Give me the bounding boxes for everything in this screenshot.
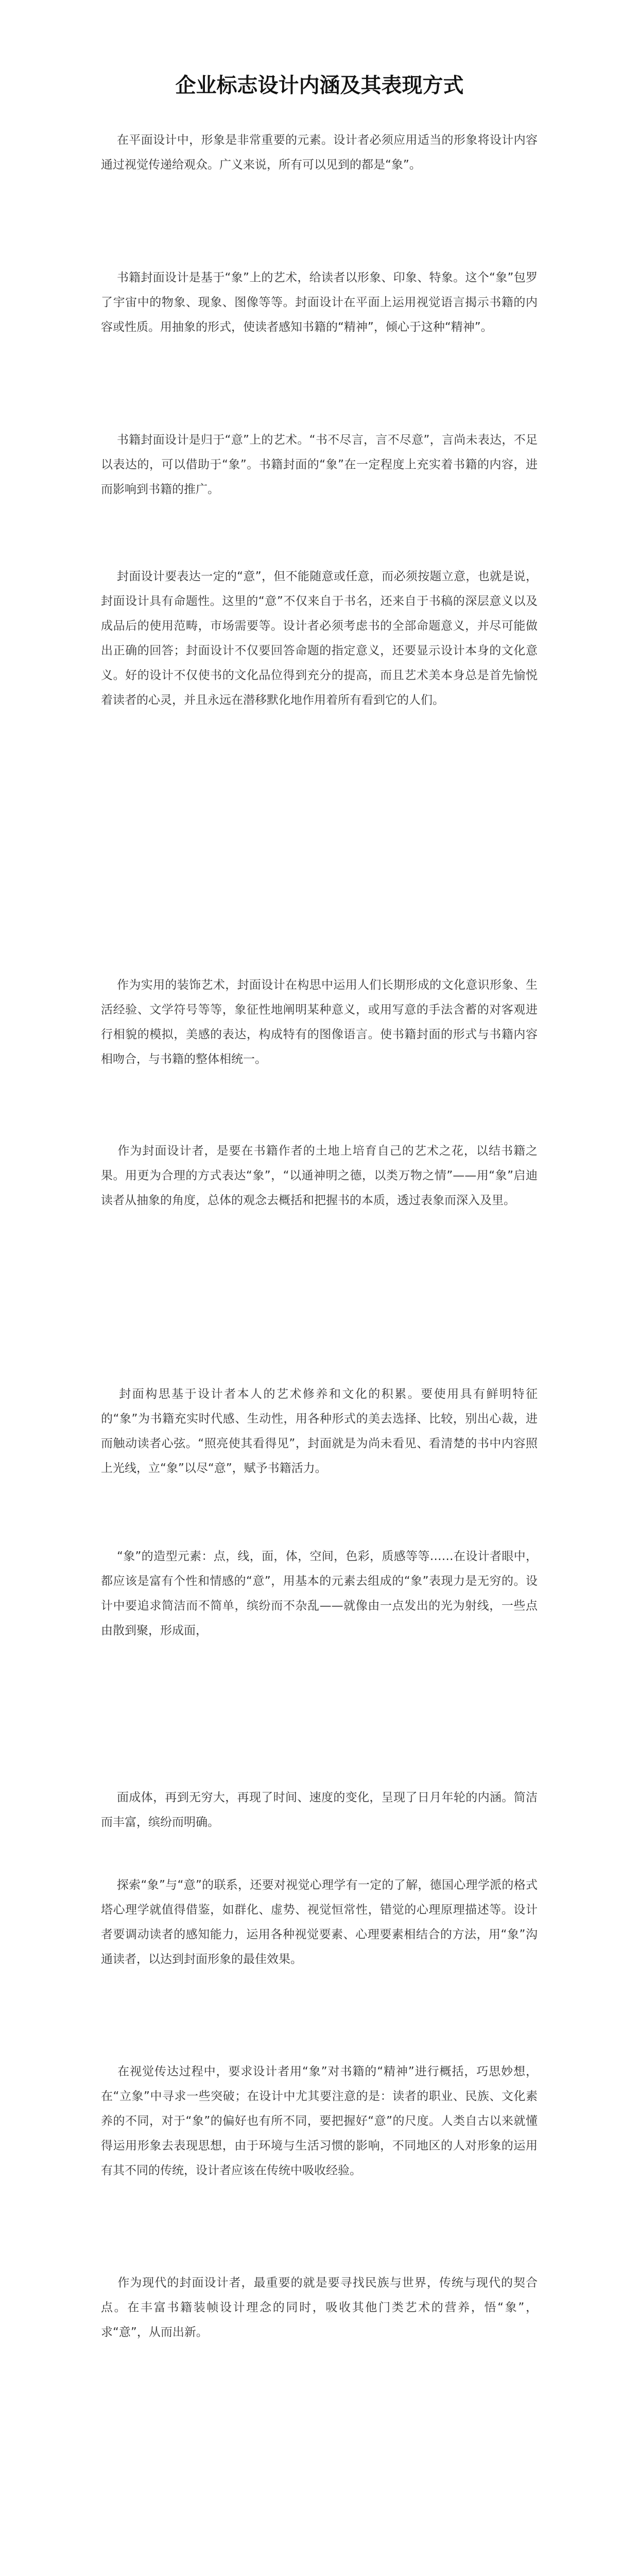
paragraph-cover-concept: 封面构思基于设计者本人的艺术修养和文化的积累。要使用具有鲜明特征的“象”为书籍充实时代感、生动性，用各种形式的美去选择、比较，别出心裁，进而触动读者心弦。“照亮使其看得见”，封面就是为尚未看见、看清楚的书中内容照上光线，立“象”以尽“意”，赋予书籍活力。 xyxy=(101,1387,538,1475)
paragraph-intro: 在平面设计中，形象是非常重要的元素。设计者必须应用适当的形象将设计内容通过视觉传递给观众。广义来说，所有可以见到的都是“象”。 xyxy=(101,133,538,172)
paragraph-cover-designer: 作为封面设计者，是要在书籍作者的土地上培育自己的艺术之花，以结书籍之果。用更为合理的方式表达“象”，“以通神明之德，以类万物之情”——用“象”启迪读者从抽象的角度，总体的观念去概括和把握书的本质，透过表象而深入及里。 xyxy=(101,1144,538,1207)
paragraph-modern-designer: 作为现代的封面设计者，最重要的就是要寻找民族与世界，传统与现代的契合点。在丰富书籍装帧设计理念的同时，吸收其他门类艺术的营养，悟“象”，求“意”，从而出新。 xyxy=(101,2276,538,2339)
paragraph-decorative-art: 作为实用的装饰艺术，封面设计在构思中运用人们长期形成的文化意识形象、生活经验、文学符号等等，象征性地阐明某种意义，或用写意的手法含蓄的对客观进行相貌的模拟，美感的表达，构成特有的图像语言。使书籍封面的形式与书籍内容相吻合，与书籍的整体相统一。 xyxy=(101,978,538,1066)
article-title: 企业标志设计内涵及其表现方式 xyxy=(175,73,464,97)
paragraph-continuation: 面成体，再到无穷大，再现了时间、速度的变化，呈现了日月年轮的内涵。简洁而丰富，缤纷而明确。 xyxy=(101,1791,538,1829)
paragraph-modeling-elements: “象”的造型元素：点，线，面，体，空间，色彩，质感等等……在设计者眼中，都应该是富有个性和情感的“意”，用基本的元素去组成的“象”表现力是无穷的。设计中要追求简洁而不简单，缤纷而不杂乱——就像由一点发出的光为射线，一些点由散到聚，形成面， xyxy=(101,1550,538,1637)
paragraph-cover-meaning: 封面设计要表达一定的“意”，但不能随意或任意，而必须按题立意，也就是说，封面设计具有命题性。这里的“意”不仅来自于书名，还来自于书稿的深层意义以及成品后的使用范畴，市场需要等。设计者必须考虑书的全部命题意义，并尽可能做出正确的回答；封面设计不仅要回答命题的指定意义，还要显示设计本身的文化意义。好的设计不仅使书的文化品位得到充分的提高，而且艺术美本身总是首先愉悦着读者的心灵，并且永远在潜移默化地作用着所有看到它的人们。 xyxy=(101,570,538,707)
paragraph-psychology: 探索“象”与“意”的联系，还要对视觉心理学有一定的了解，德国心理学派的格式塔心理学就值得借鉴，如群化、虚势、视觉恒常性，错觉的心理原理描述等。设计者要调动读者的感知能力，运用各种视觉要素、心理要素相结合的方法，用“象”沟通读者，以达到封面形象的最佳效果。 xyxy=(101,1878,538,1966)
paragraph-image-art: 书籍封面设计是基于“象”上的艺术，给读者以形象、印象、特象。这个“象”包罗了宇宙中的物象、现象、图像等等。封面设计在平面上运用视觉语言揭示书籍的内容或性质。用抽象的形式，使读者感知书籍的“精神”，倾心于这种“精神”。 xyxy=(101,271,538,334)
paragraph-meaning-art: 书籍封面设计是归于“意”上的艺术。“书不尽言，言不尽意”，言尚未表达，不足以表达的，可以借助于“象”。书籍封面的“象”在一定程度上充实着书籍的内容，进而影响到书籍的推广。 xyxy=(101,433,538,496)
paragraph-visual-communication: 在视觉传达过程中，要求设计者用“象”对书籍的“精神”进行概括，巧思妙想，在“立象”中寻求一些突破；在设计中尤其要注意的是：读者的职业、民族、文化素养的不同，对于“象”的偏好也有所不同，要把握好“意”的尺度。人类自古以来就懂得运用形象去表现思想，由于环境与生活习惯的影响，不同地区的人对形象的运用有其不同的传统，设计者应该在传统中吸收经验。 xyxy=(101,2065,538,2177)
